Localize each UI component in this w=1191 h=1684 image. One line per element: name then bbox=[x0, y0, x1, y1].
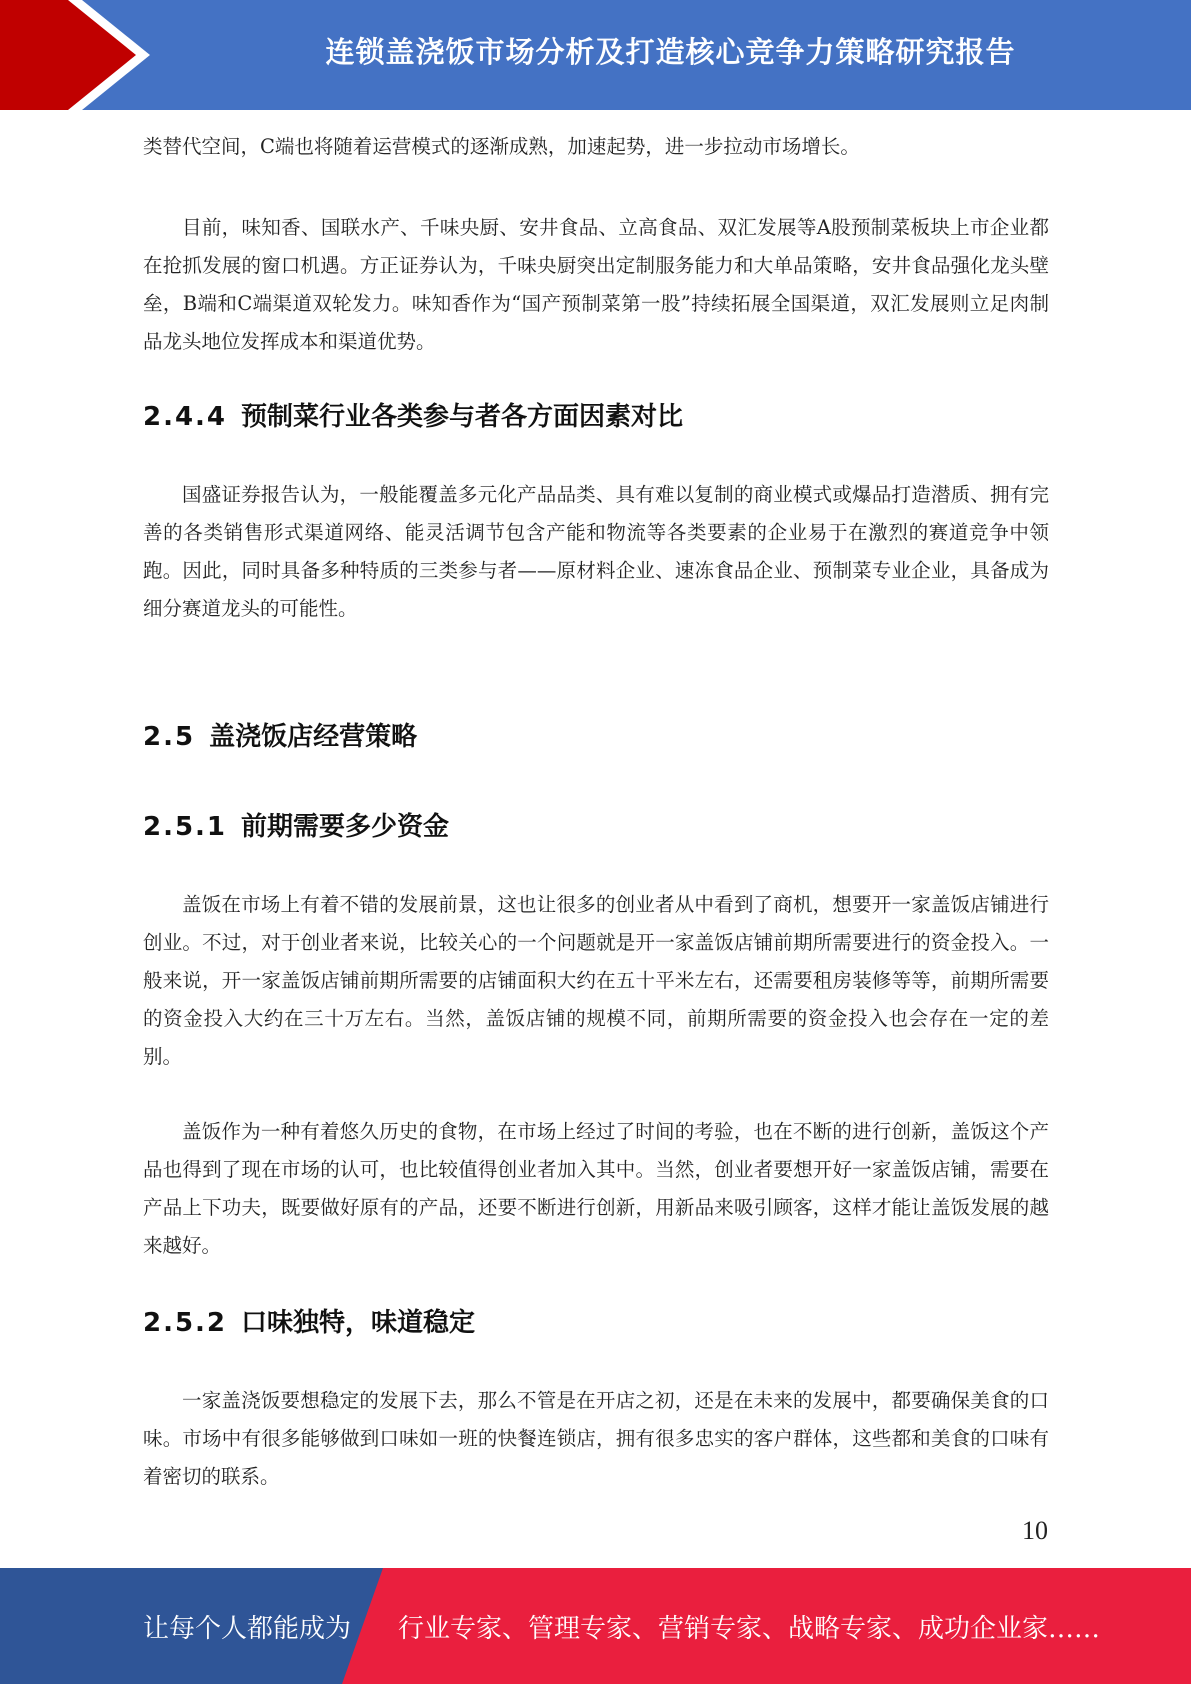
paragraph: 一家盖浇饭要想稳定的发展下去，那么不管是在开店之初，还是在未来的发展中，都要确保美食的口味。市场中有很多能够做到口味如一班的快餐连锁店，拥有很多忠实的客户群体，这些都和美食的口味有着密切的联系。 bbox=[143, 1389, 1049, 1488]
content-block-2 bbox=[143, 209, 1049, 361]
paragraph: 盖饭作为一种有着悠久历史的食物，在市场上经过了时间的考验，也在不断的进行创新，盖饭这个产品也得到了现在市场的认可，也比较值得创业者加入其中。当然，创业者要想开好一家盖饭店铺，需要在产品上下功夫，既要做好原有的产品，还要不断进行创新，用新品来吸引顾客，这样才能让盖饭发展的越来越好。 bbox=[143, 1120, 1049, 1257]
page-number: 10 bbox=[1022, 1516, 1048, 1545]
content-block-6 bbox=[143, 1382, 1049, 1496]
paragraph: 目前，味知香、国联水产、千味央厨、安井食品、立高食品、双汇发展等A股预制菜板块上市企业都在抢抓发展的窗口机遇。方正证券认为，千味央厨突出定制服务能力和大单品策略，安井食品强化龙头壁垒，B端和C端渠道双轮发力。味知香作为“国产预制菜第一股”持续拓展全国渠道，双汇发展则立足肉制品龙头地位发挥成本和渠道优势。 bbox=[143, 216, 1049, 353]
heading-2-5-2 bbox=[143, 1302, 475, 1339]
paragraph: 类替代空间，C端也将随着运营模式的逐渐成熟，加速起势，进一步拉动市场增长。 bbox=[143, 135, 860, 158]
paragraph: 盖饭在市场上有着不错的发展前景，这也让很多的创业者从中看到了商机，想要开一家盖饭店铺进行创业。不过，对于创业者来说，比较关心的一个问题就是开一家盖饭店铺前期所需要进行的资金投入。一般来说，开一家盖饭店铺前期所需要的店铺面积大约在五十平米左右，还需要租房装修等等，前期所需要的资金投入大约在三十万左右。当然，盖饭店铺的规模不同，前期所需要的资金投入也会存在一定的差别。 bbox=[143, 893, 1049, 1068]
paragraph: 国盛证券报告认为，一般能覆盖多元化产品品类、具有难以复制的商业模式或爆品打造潜质、拥有完善的各类销售形式渠道网络、能灵活调节包含产能和物流等各类要素的企业易于在激烈的赛道竞争中领跑。因此，同时具备多种特质的三类参与者——原材料企业、速冻食品企业、预制菜专业企业，具备成为细分赛道龙头的可能性。 bbox=[143, 483, 1049, 620]
footer-slogan-left: 让每个人都能成为 bbox=[143, 1613, 352, 1644]
heading-text: 前期需要多少资金 bbox=[241, 812, 450, 842]
heading-number: 2.5 bbox=[143, 722, 196, 752]
heading-number: 2.4.4 bbox=[143, 402, 228, 432]
page-header bbox=[0, 0, 1191, 110]
heading-2-5-1 bbox=[143, 806, 449, 843]
heading-2-4-4 bbox=[143, 396, 683, 433]
heading-text: 预制菜行业各类参与者各方面因素对比 bbox=[241, 402, 684, 432]
content-block-1 bbox=[143, 128, 1049, 166]
content-block-5 bbox=[143, 1113, 1049, 1265]
heading-number: 2.5.1 bbox=[143, 812, 228, 842]
page-footer bbox=[0, 1568, 1191, 1684]
header-title: 连锁盖浇饭市场分析及打造核心竞争力策略研究报告 bbox=[325, 34, 1016, 69]
heading-number: 2.5.2 bbox=[143, 1308, 228, 1338]
content-block-4 bbox=[143, 886, 1049, 1076]
footer-slogan-right: 行业专家、管理专家、营销专家、战略专家、成功企业家…… bbox=[398, 1613, 1101, 1644]
content-block-3 bbox=[143, 476, 1049, 628]
heading-2-5 bbox=[143, 716, 417, 753]
heading-text: 盖浇饭店经营策略 bbox=[209, 722, 418, 752]
heading-text: 口味独特，味道稳定 bbox=[241, 1308, 476, 1338]
